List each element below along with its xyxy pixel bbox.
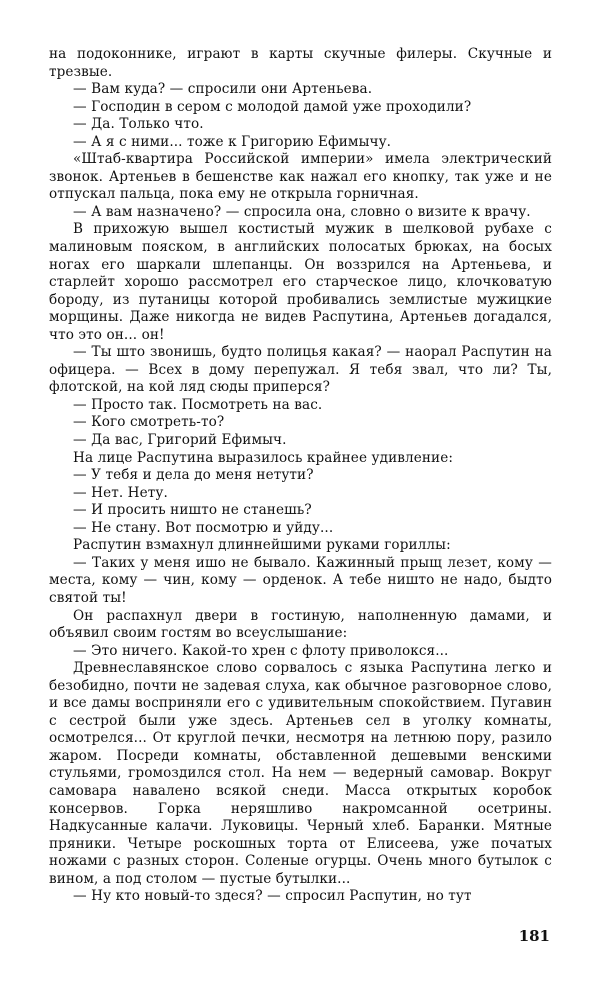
paragraph: Распутин взмахнул длиннейшими руками гориллы: bbox=[73, 537, 451, 554]
paragraph: — Ну кто новый-то здеся? — спросил Распутин, но тут bbox=[73, 888, 472, 905]
paragraph: — Нет. Нету. bbox=[73, 484, 168, 501]
paragraph: — Ты што звонишь, будто полицья какая? — наорал Распутин на офицера. — Всех в дому перепужал. Я тебя звал, что ли? Ты, флотской, на кой ляд сюды приперся? bbox=[49, 344, 552, 396]
page-text bbox=[49, 46, 552, 906]
paragraph: — Таких у меня ишо не бывало. Кажинный прыщ лезет, кому — места, кому — чин, кому — орденок. А тебе ништо не надо, быдто святой ты! bbox=[49, 554, 552, 606]
paragraph: — Вам куда? — спросили они Артеньева. bbox=[73, 81, 373, 98]
paragraph: — И просить ништо не станешь? bbox=[73, 502, 312, 519]
paragraph: В прихожую вышел костистый мужик в шелковой рубахе с малиновым пояском, в английских полосатых брюках, на босых ногах его шаркали шлепанцы. Он воззрился на Артеньева, и старлейт хорошо рассмотрел его старческое лицо, клочковатую бороду, из путаницы которой пробивались землистые мужицкие морщины. Даже никогда не видев Распутина, Артеньев догадался, что это он... он! bbox=[49, 221, 552, 343]
page-number: 181 bbox=[518, 927, 550, 945]
paragraph: — Кого смотреть-то? bbox=[73, 414, 225, 431]
paragraph: Он распахнул двери в гостиную, наполненную дамами, и объявил своим гостям во всеуслышание: bbox=[49, 607, 552, 642]
paragraph: — Просто так. Посмотреть на вас. bbox=[73, 396, 323, 413]
paragraph: — Господин в сером с молодой дамой уже проходили? bbox=[73, 98, 472, 115]
paragraph: — А я с ними... тоже к Григорию Ефимычу. bbox=[73, 133, 392, 150]
paragraph: — Не стану. Вот посмотрю и уйду... bbox=[73, 519, 334, 536]
paragraph: — Это ничего. Какой-то хрен с флоту приволокся... bbox=[73, 642, 449, 659]
paragraph: Древнеславянское слово сорвалось с языка Распутина легко и безобидно, почти не задевая слуха, как обычное разговорное слово, и все дамы восприняли его с удивительным спокойствием. Пугавин с сестрой были уже здесь. Артеньев сел в уголку комнаты, осмотрелся... От круглой печки, несмотря на летнюю пору, разило жаром. Посреди комнаты, обставленной дешевыми венскими стульями, громоздился стол. На нем — ведерный самовар. Вокруг самовара навалено всякой снеди. Масса открытых коробок консервов. Горка неряшливо накромсанной осетрины. Надкусанные калачи. Луковицы. Черный хлеб. Баранки. Мятные пряники. Четыре роскошных торта от Елисеева, уже початых ножами с разных сторон. Соленые огурцы. Очень много бутылок с вином, а под столом — пустые бутылки... bbox=[49, 660, 552, 887]
paragraph: «Штаб-квартира Российской империи» имела электрический звонок. Артеньев в бешенстве как нажал его кнопку, так уже и не отпускал пальца, пока ему не открыла горничная. bbox=[49, 151, 552, 203]
paragraph: на подоконнике, играют в карты скучные филеры. Скучные и трезвые. bbox=[49, 46, 552, 80]
paragraph: — А вам назначено? — спросила она, словно о визите к врачу. bbox=[73, 203, 531, 220]
paragraph: На лице Распутина выразилось крайнее удивление: bbox=[73, 449, 454, 466]
paragraph: — Да. Только что. bbox=[73, 116, 204, 133]
paragraph: — Да вас, Григорий Ефимыч. bbox=[73, 432, 287, 449]
paragraph: — У тебя и дела до меня нетути? bbox=[73, 467, 314, 484]
